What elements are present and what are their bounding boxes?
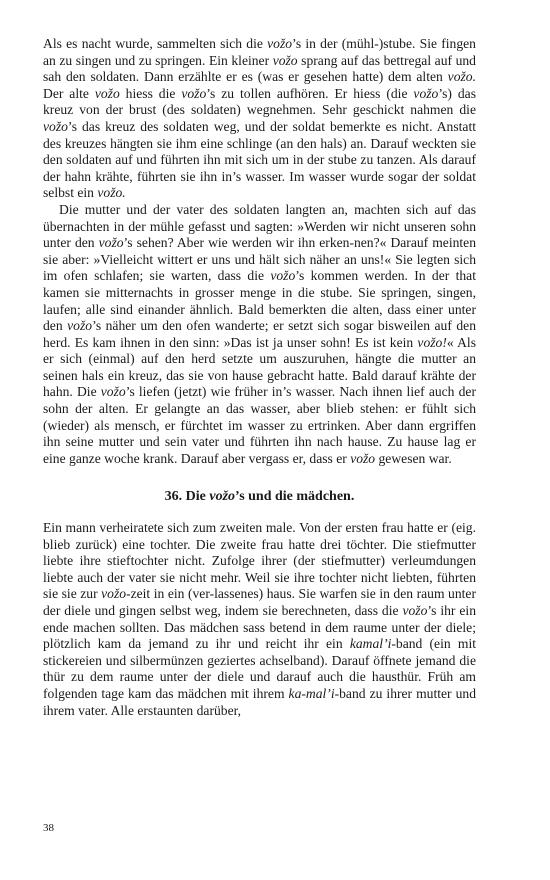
text-run: « Als er sich (einmal) auf den herd setzte um auszuruhen, hängte die mutter an seinen hals ein kreuz, das sie von hause gebracht hatte. Bald darauf krähte der hahn. Die bbox=[43, 334, 476, 400]
text-run: ’s in der (mühl-)stube. Sie fingen an zu singen und zu springen. Ein kleiner bbox=[43, 36, 476, 68]
text-run: ’s kommen werden. In der that kamen sie mitternachts in grosser menge in die stube. Sie springen, singen, laufen; alle sind einander ähnlich. Bald bemerkten die alten, dass einer unter den bbox=[43, 268, 476, 334]
italic-term: vožo bbox=[94, 85, 120, 101]
text-run: ’s ihr ein ende machen sollten. Das mädchen sass betend in dem raume unter der diele; plötzlich kam da jemand zu ihr und reicht ihr ein bbox=[43, 603, 476, 652]
italic-term: vožo! bbox=[417, 334, 447, 350]
italic-term: vožo bbox=[413, 85, 439, 101]
text-run: 36. Die bbox=[164, 489, 210, 505]
text-run: ’s und die mädchen. bbox=[235, 489, 355, 505]
text-run: Ein mann verheiratete sich zum zweiten male. Von der ersten frau hatte er (eig. blieb zurück) eine tochter. Die zweite frau hatte drei töchter. Die stiefmutter liebte ihre stieftochter nicht. Zufolge ihrer (der stiefmutter) verleumdungen liebte auch der vater sie nicht mehr. Weil sie ihre tochter nicht liebten, führten sie sie zur bbox=[43, 520, 476, 602]
text-run: ’s das kreuz des soldaten weg, und der soldat bemerkte es nicht. Anstatt des kreuzes hängten sie ihm eine schlinge (an den hals) an. Darauf weckten sie den soldaten auf und führten ihn mit sich um in der stube zu tanzen. Als darauf der hahn krähte, führten sie ihn in’s wasser. Im wasser wurde sogar der soldat selbst ein bbox=[43, 118, 476, 201]
page-number: 38 bbox=[43, 822, 54, 834]
text-run: -band (ein mit stickereien und silbermünzen geziertes achselband). Darauf öffnete jemand die thür zu dem raume unter der diele und darauf auch die hausthür. Früh am folgenden tage kam das mädchen mit ihrem bbox=[43, 636, 476, 701]
text-run: -band zu ihrer mutter und ihrem vater. Alle erstaunten darüber, bbox=[43, 685, 476, 718]
text-run: ’s) das kreuz von der brust (des soldaten) wegnehmen. Sehr geschickt nahmen die bbox=[43, 85, 476, 118]
italic-term: vožo bbox=[181, 85, 207, 101]
italic-term: vožo bbox=[272, 52, 298, 68]
page-body bbox=[43, 36, 476, 719]
paragraph bbox=[43, 36, 476, 202]
italic-term: kamal’i bbox=[349, 636, 392, 652]
italic-term: vožo. bbox=[97, 185, 126, 201]
text-run: Als es nacht wurde, sammelten sich die bbox=[43, 36, 268, 51]
text-run: sprang auf das bettregal auf und sah den soldaten. Dann erzählte er es (was er gesehen hatte) dem alten bbox=[43, 52, 476, 85]
text-block-before bbox=[43, 36, 476, 467]
text-run: hiess die bbox=[119, 85, 182, 101]
italic-term: vožo bbox=[100, 384, 126, 400]
paragraph bbox=[43, 202, 476, 468]
italic-term: vožo bbox=[98, 235, 124, 251]
italic-term: vožo bbox=[402, 603, 428, 618]
italic-term: vožo. bbox=[447, 69, 476, 85]
italic-term: vožo bbox=[101, 586, 127, 602]
text-run: -zeit in ein (ver-lassenes) haus. Sie warfen sie in den raum unter der diele und gingen selbst weg, indem sie berechneten, dass die bbox=[43, 586, 476, 618]
italic-term: vožo bbox=[270, 268, 296, 284]
text-run: ’s sehen? Aber wie werden wir ihn erken-nen?« Darauf meinten sie aber: »Vielleicht wittert er uns und hält sich näher an uns!« Sie legten sich im ofen schlafen; sie warten, dass die bbox=[43, 235, 476, 284]
paragraph bbox=[43, 520, 476, 719]
section-heading bbox=[43, 489, 476, 506]
italic-term: vožo bbox=[43, 118, 68, 134]
italic-term: ka-mal’i bbox=[288, 685, 335, 701]
italic-term: vožo bbox=[209, 489, 236, 505]
text-run: gewesen war. bbox=[375, 450, 452, 466]
italic-term: vožo bbox=[67, 318, 93, 334]
text-run: Der alte bbox=[43, 85, 95, 101]
text-run: Die mutter und der vater des soldaten langten an, machten sich auf das übernachten in der mühle gefasst und sagten: »Werden wir nicht unseren sohn unter den bbox=[43, 201, 476, 251]
italic-term: vožo bbox=[350, 450, 376, 466]
text-run: ’s liefen (jetzt) wie früher in’s wasser. Nach ihnen lief auch der sohn der alten. Er gelangte an das wasser, aber blieb stehen: er fühlt sich (wieder) als mensch, er fürchtet im wasser zu ertrinken. Aber dann ergriffen ihn seine mutter und sein vater und führten ihn nach hause. Zu hause lag er eine ganze woche krank. Darauf aber vergass er, dass er bbox=[43, 384, 476, 466]
text-run: ’s näher um den ofen wanderte; er setzt sich sogar bisweilen auf den herd. Es kam ihnen in den sinn: »Das ist ja unser sohn! Es ist kein bbox=[43, 318, 476, 350]
italic-term: vožo bbox=[267, 36, 293, 51]
text-block-after bbox=[43, 520, 476, 719]
text-run: ’s zu tollen aufhören. Er hiess (die bbox=[206, 85, 414, 101]
